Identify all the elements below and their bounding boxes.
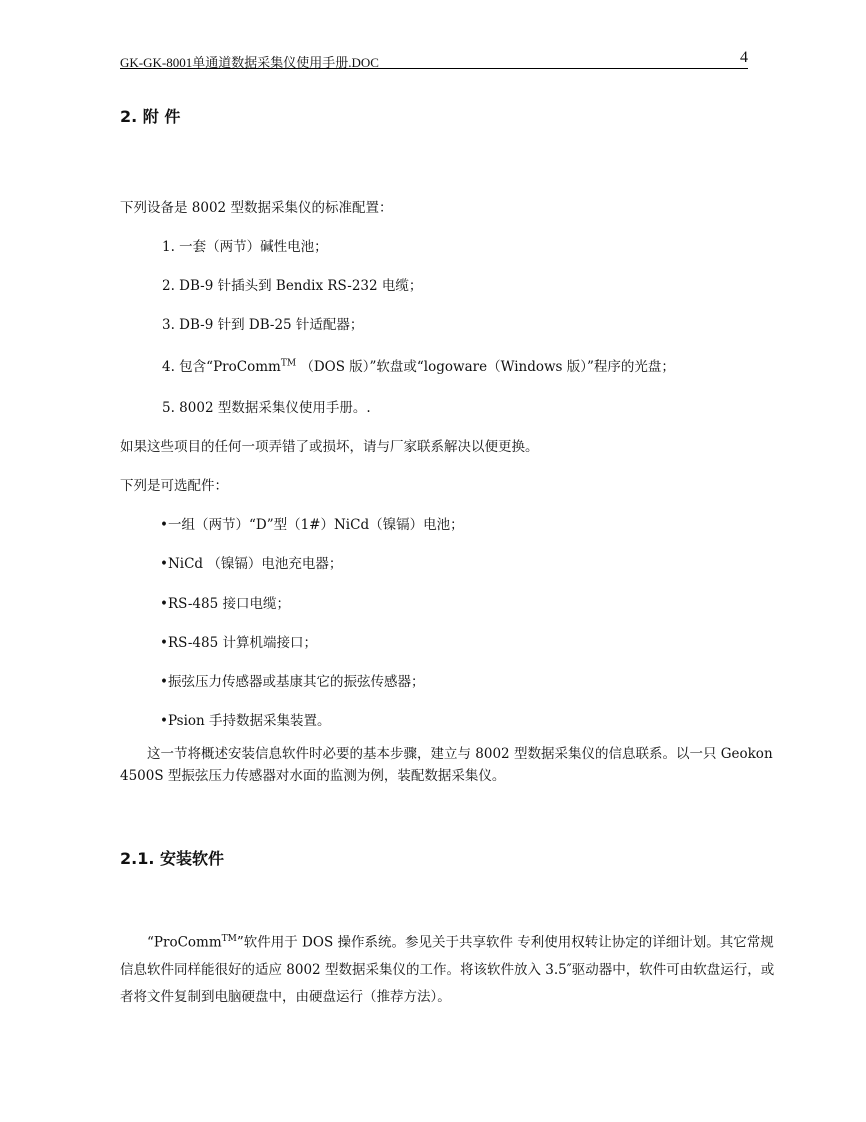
standard-item-1: 1. 一套（两节）碱性电池；	[162, 239, 328, 255]
section-2-heading: 2. 附 件	[120, 107, 181, 126]
standard-item-4-text: 4. 包含“ProComm	[162, 359, 281, 375]
optional-item: •RS-485 接口电缆；	[160, 596, 290, 612]
intro-text: 下列设备是 8002 型数据采集仪的标准配置：	[120, 200, 393, 216]
install-paragraph	[120, 926, 784, 1011]
standard-item-2: 2. DB-9 针插头到 Bendix RS-232 电缆；	[162, 278, 423, 294]
page-number: 4	[740, 49, 748, 66]
optional-item: •RS-485 计算机端接口；	[160, 635, 317, 651]
trademark-mark: TM	[221, 934, 237, 944]
install-text-start: “ProComm	[147, 934, 222, 951]
header-title: GK-GK-8001单通道数据采集仪使用手册.DOC	[120, 55, 379, 70]
optional-item: •振弦压力传感器或基康其它的振弦传感器；	[160, 674, 425, 690]
optional-item: •Psion 手持数据采集装置。	[160, 713, 331, 729]
optional-item: •NiCd （镍镉）电池充电器；	[160, 556, 343, 572]
standard-item-3: 3. DB-9 针到 DB-25 针适配器；	[162, 317, 364, 333]
standard-item-5: 5. 8002 型数据采集仪使用手册。.	[162, 400, 371, 416]
section-2-1-heading: 2.1. 安装软件	[120, 849, 224, 868]
install-text-rest: ”软件用于 DOS 操作系统。参见关于共享软件 专利使用权转让协定的详细计划。其它常规信息软件同样能很好的适应 8002 型数据采集仪的工作。将该软件放入 3.5″驱动器中，软件可由软盘运行，或者将文件复制到电脑硬盘中，由硬盘运行（推荐方法）。	[120, 934, 775, 1005]
standard-item-4	[162, 355, 675, 375]
replacement-note: 如果这些项目的任何一项弄错了或损坏，请与厂家联系解决以便更换。	[120, 439, 539, 455]
optional-intro: 下列是可选配件：	[120, 478, 228, 494]
page-header	[120, 50, 748, 69]
standard-item-4-rest: （DOS 版）”软盘或“logoware（Windows 版）”程序的光盘；	[296, 359, 675, 375]
trademark-mark: TM	[280, 358, 297, 369]
optional-item: •一组（两节）“D”型（1#）NiCd（镍镉）电池；	[160, 517, 464, 533]
overview-paragraph: 这一节将概述安装信息软件时必要的基本步骤，建立与 8002 型数据采集仪的信息联系。以一只 Geokon 4500S 型振弦压力传感器对水面的监测为例，装配数据采集仪。	[120, 746, 773, 784]
